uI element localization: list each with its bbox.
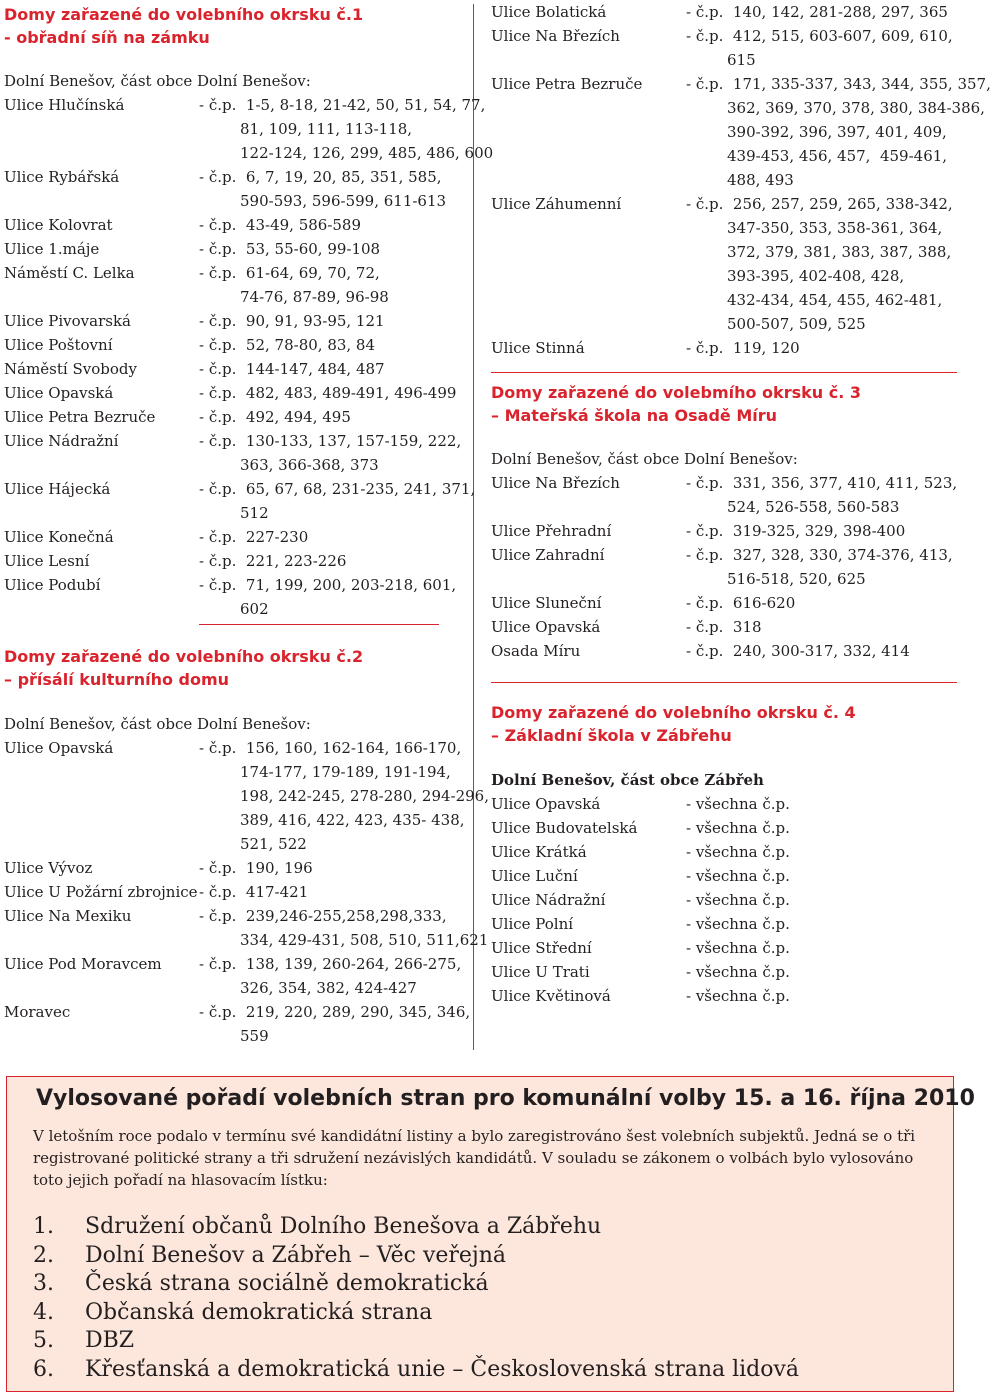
- street-name: Ulice Lesní: [4, 552, 90, 570]
- house-numbers-line: - všechna č.p.: [686, 891, 790, 909]
- street-row: [491, 543, 960, 591]
- street-row: [491, 519, 960, 543]
- street-row: [4, 429, 466, 477]
- house-numbers-line: 362, 369, 370, 378, 380, 384-386,: [727, 99, 985, 117]
- party-order-intro: V letošním roce podalo v termínu své kandidátní listiny a bylo zaregistrováno šest volebních subjektů. Jedná se o tři registrované politické strany a tři sdružení nezávislých kandidátů. V souladu se zákonem o volbách bylo vylosováno toto jejich pořadí na hlasovacím lístku:: [33, 1127, 916, 1189]
- street-name: Ulice Pod Moravcem: [4, 955, 162, 973]
- street-row: [4, 309, 466, 333]
- street-row: [491, 960, 960, 984]
- street-row: [491, 72, 991, 192]
- house-numbers-line: - č.p. 171, 335-337, 343, 344, 355, 357,: [686, 75, 991, 93]
- street-row: [491, 336, 960, 360]
- district-3-streets: [491, 471, 960, 663]
- district-4-title: Domy zařazené do volebního okrsku č. 4 – Základní škola v Zábřehu: [491, 703, 856, 745]
- house-numbers-line: 500-507, 509, 525: [727, 315, 866, 333]
- street-name: Ulice Poštovní: [4, 336, 113, 354]
- house-numbers-line: - č.p. 239,246-255,258,298,333,: [199, 907, 447, 925]
- street-name: Ulice Rybářská: [4, 168, 120, 186]
- street-name: Ulice Luční: [491, 867, 578, 885]
- district-3-title: Domy zařazené do volebmího okrsku č. 3 – Mateřská škola na Osadě Míru: [491, 383, 861, 425]
- party-item: [33, 1213, 799, 1242]
- street-name: Ulice U Trati: [491, 963, 590, 981]
- house-numbers: [686, 888, 960, 912]
- party-number: 6.: [33, 1356, 54, 1382]
- house-numbers: [686, 24, 960, 72]
- house-numbers-line: - č.p. 482, 483, 489-491, 496-499: [199, 384, 457, 402]
- house-numbers-line: 590-593, 596-599, 611-613: [240, 192, 447, 210]
- house-numbers-line: - č.p. 616-620: [686, 594, 796, 612]
- house-numbers-line: - č.p. 219, 220, 289, 290, 345, 346,: [199, 1003, 471, 1021]
- house-numbers-line: - všechna č.p.: [686, 939, 790, 957]
- house-numbers: [199, 1000, 470, 1048]
- party-name: DBZ: [85, 1328, 135, 1354]
- party-name: Česká strana sociálně demokratická: [85, 1271, 489, 1297]
- house-numbers-line: - všechna č.p.: [686, 915, 790, 933]
- house-numbers-line: 521, 522: [240, 835, 307, 853]
- house-numbers: [199, 904, 488, 952]
- street-row: [4, 525, 466, 549]
- street-name: Ulice Konečná: [4, 528, 114, 546]
- house-numbers: [199, 952, 466, 1000]
- house-numbers-line: - č.p. 221, 223-226: [199, 552, 347, 570]
- house-numbers-line: - č.p. 53, 55-60, 99-108: [199, 240, 381, 258]
- street-name: Moravec: [4, 1003, 71, 1021]
- house-numbers-line: - č.p. 492, 494, 495: [199, 408, 351, 426]
- district-1-streets: [4, 93, 494, 621]
- house-numbers-line: 122-124, 126, 299, 485, 486, 600: [240, 144, 494, 162]
- party-name: Křesťanská a demokratická unie – Československá strana lidová: [85, 1356, 800, 1382]
- street-row: [491, 864, 960, 888]
- house-numbers-line: 174-177, 179-189, 191-194,: [240, 763, 451, 781]
- street-name: Ulice Záhumenní: [491, 195, 622, 213]
- street-name: Ulice Květinová: [491, 987, 611, 1005]
- party-number: 5.: [33, 1328, 54, 1354]
- district-3-area: Dolní Benešov, část obce Dolní Benešov:: [491, 450, 798, 468]
- street-row: [4, 573, 466, 621]
- house-numbers-line: - č.p. 52, 78-80, 83, 84: [199, 336, 376, 354]
- street-row: [491, 936, 960, 960]
- house-numbers-line: - všechna č.p.: [686, 987, 790, 1005]
- street-row: [491, 591, 960, 615]
- party-item: [33, 1327, 799, 1356]
- house-numbers-line: - č.p. 256, 257, 259, 265, 338-342,: [686, 195, 953, 213]
- district-2-area: Dolní Benešov, část obce Dolní Benešov:: [4, 715, 311, 733]
- house-numbers: [686, 519, 960, 543]
- party-item: [33, 1299, 799, 1328]
- house-numbers-line: 512: [240, 504, 269, 522]
- party-number: 2.: [33, 1242, 54, 1268]
- street-name: Ulice Stinná: [491, 339, 585, 357]
- street-name: Ulice Nádražní: [4, 432, 119, 450]
- street-row: [4, 357, 466, 381]
- street-row: [4, 261, 466, 309]
- party-list: [33, 1213, 799, 1385]
- house-numbers-line: 389, 416, 422, 423, 435- 438,: [240, 811, 465, 829]
- house-numbers-line: - č.p. 119, 120: [686, 339, 800, 357]
- street-row: [4, 1000, 471, 1048]
- party-name: Dolní Benešov a Zábřeh – Věc veřejná: [85, 1242, 507, 1268]
- house-numbers: [199, 856, 466, 880]
- left-column: [4, 0, 494, 1048]
- house-numbers-line: - č.p. 65, 67, 68, 231-235, 241, 371,: [199, 480, 476, 498]
- party-number: 1.: [33, 1214, 54, 1239]
- house-numbers-line: 393-395, 402-408, 428,: [727, 267, 905, 285]
- house-numbers-line: - č.p. 190, 196: [199, 859, 313, 877]
- house-numbers: [199, 357, 466, 381]
- house-numbers-line: 488, 493: [727, 171, 794, 189]
- street-name: Ulice Hájecká: [4, 480, 111, 498]
- street-row: [491, 192, 960, 336]
- street-row: [491, 471, 960, 519]
- house-numbers-line: - č.p. 130-133, 137, 157-159, 222,: [199, 432, 462, 450]
- party-name: Sdružení občanů Dolního Benešova a Zábřehu: [85, 1214, 602, 1239]
- house-numbers-line: 390-392, 396, 397, 401, 409,: [727, 123, 947, 141]
- house-numbers-line: 81, 109, 111, 113-118,: [240, 120, 413, 138]
- street-name: Ulice Petra Bezruče: [491, 75, 643, 93]
- street-name: Ulice Budovatelská: [491, 819, 638, 837]
- house-numbers-line: - č.p. 43-49, 586-589: [199, 216, 362, 234]
- street-name: Ulice Vývoz: [4, 859, 93, 877]
- house-numbers-line: 326, 354, 382, 424-427: [240, 979, 417, 997]
- house-numbers-line: - č.p. 227-230: [199, 528, 309, 546]
- house-numbers: [686, 615, 960, 639]
- house-numbers: [199, 93, 493, 165]
- street-name: Náměstí C. Lelka: [4, 264, 135, 282]
- street-row: [4, 237, 466, 261]
- street-name: Ulice Na Mexiku: [4, 907, 132, 925]
- street-name: Ulice Petra Bezruče: [4, 408, 156, 426]
- street-row: [491, 816, 960, 840]
- street-name: Ulice Podubí: [4, 576, 101, 594]
- house-numbers-line: - všechna č.p.: [686, 795, 790, 813]
- house-numbers-line: 524, 526-558, 560-583: [727, 498, 900, 516]
- house-numbers-line: 334, 429-431, 508, 510, 511,621: [240, 931, 489, 949]
- party-order-box: [6, 1076, 975, 1392]
- house-numbers-line: 432-434, 454, 455, 462-481,: [727, 291, 943, 309]
- house-numbers-line: - č.p. 1-5, 8-18, 21-42, 50, 51, 54, 77,: [199, 96, 486, 114]
- street-row: [4, 880, 466, 904]
- street-name: Ulice Sluneční: [491, 594, 602, 612]
- street-row: [491, 840, 960, 864]
- street-row: [4, 381, 466, 405]
- house-numbers-line: - č.p. 417-421: [199, 883, 309, 901]
- district-4-streets: [491, 792, 960, 1008]
- party-item: [33, 1270, 799, 1299]
- house-numbers-line: - č.p. 331, 356, 377, 410, 411, 523,: [686, 474, 958, 492]
- house-numbers-line: 615: [727, 51, 756, 69]
- street-row: [4, 213, 466, 237]
- party-name: Občanská demokratická strana: [85, 1299, 433, 1325]
- street-name: Ulice 1.máje: [4, 240, 100, 258]
- house-numbers: [686, 591, 960, 615]
- street-row: [491, 792, 960, 816]
- house-numbers-line: 74-76, 87-89, 96-98: [240, 288, 389, 306]
- house-numbers-line: 439-453, 456, 457, 459-461,: [727, 147, 948, 165]
- house-numbers: [686, 0, 960, 24]
- house-numbers: [199, 213, 466, 237]
- street-name: Ulice U Požární zbrojnice: [4, 883, 198, 901]
- house-numbers-line: - č.p. 327, 328, 330, 374-376, 413,: [686, 546, 953, 564]
- street-row: [4, 736, 489, 856]
- house-numbers: [686, 471, 960, 519]
- house-numbers-line: 198, 242-245, 278-280, 294-296,: [240, 787, 489, 805]
- street-name: Ulice Na Březích: [491, 474, 620, 492]
- district-1-streets-cont: [491, 0, 991, 360]
- district-4-area: Dolní Benešov, část obce Zábřeh: [491, 771, 764, 789]
- house-numbers: [199, 261, 466, 309]
- house-numbers-line: - č.p. 318: [686, 618, 762, 636]
- house-numbers-line: - č.p. 240, 300-317, 332, 414: [686, 642, 910, 660]
- street-row: [4, 405, 466, 429]
- street-row: [4, 165, 466, 213]
- house-numbers: [199, 880, 466, 904]
- street-name: Ulice Střední: [491, 939, 592, 957]
- street-name: Ulice Hlučínská: [4, 96, 125, 114]
- house-numbers: [199, 405, 466, 429]
- house-numbers: [686, 912, 960, 936]
- party-number: 3.: [33, 1271, 54, 1297]
- street-name: Ulice Opavská: [491, 795, 601, 813]
- street-row: [4, 477, 476, 525]
- house-numbers-line: - č.p. 90, 91, 93-95, 121: [199, 312, 385, 330]
- street-name: Osada Míru: [491, 642, 581, 660]
- street-name: Náměstí Svobody: [4, 360, 137, 378]
- party-number: 4.: [33, 1299, 54, 1325]
- house-numbers-line: 559: [240, 1027, 269, 1045]
- house-numbers: [686, 960, 960, 984]
- house-numbers-line: - všechna č.p.: [686, 843, 790, 861]
- street-name: Ulice Zahradní: [491, 546, 605, 564]
- house-numbers-line: - č.p. 138, 139, 260-264, 266-275,: [199, 955, 462, 973]
- house-numbers: [199, 736, 489, 856]
- street-name: Ulice Nádražní: [491, 891, 606, 909]
- street-name: Ulice Bolatická: [491, 3, 607, 21]
- house-numbers: [199, 573, 466, 621]
- street-name: Ulice Kolovrat: [4, 216, 113, 234]
- house-numbers-line: - č.p. 412, 515, 603-607, 609, 610,: [686, 27, 953, 45]
- street-name: Ulice Polní: [491, 915, 574, 933]
- street-name: Ulice Opavská: [4, 384, 114, 402]
- party-order-title: Vylosované pořadí volebních stran pro komunální volby 15. a 16. října 2010: [36, 1086, 975, 1111]
- house-numbers-line: 363, 366-368, 373: [240, 456, 379, 474]
- house-numbers: [686, 72, 991, 192]
- street-name: Ulice Opavská: [4, 739, 114, 757]
- house-numbers: [686, 336, 960, 360]
- house-numbers: [686, 840, 960, 864]
- house-numbers: [199, 549, 466, 573]
- street-row: [491, 24, 960, 72]
- house-numbers-line: - č.p. 71, 199, 200, 203-218, 601,: [199, 576, 457, 594]
- street-name: Ulice Na Březích: [491, 27, 620, 45]
- house-numbers: [686, 639, 960, 663]
- house-numbers-line: 347-350, 353, 358-361, 364,: [727, 219, 943, 237]
- house-numbers: [199, 429, 466, 477]
- street-row: [491, 912, 960, 936]
- street-row: [4, 952, 466, 1000]
- street-row: [4, 93, 494, 165]
- house-numbers: [686, 792, 960, 816]
- street-row: [491, 0, 960, 24]
- house-numbers-line: 372, 379, 381, 383, 387, 388,: [727, 243, 952, 261]
- house-numbers: [686, 936, 960, 960]
- street-row: [4, 549, 466, 573]
- house-numbers-line: - č.p. 319-325, 329, 398-400: [686, 522, 906, 540]
- district-1-area: Dolní Benešov, část obce Dolní Benešov:: [4, 72, 311, 90]
- house-numbers: [199, 309, 466, 333]
- house-numbers: [199, 333, 466, 357]
- district-2-streets: [4, 736, 489, 1048]
- street-name: Ulice Opavská: [491, 618, 601, 636]
- house-numbers: [686, 192, 960, 336]
- house-numbers: [686, 864, 960, 888]
- house-numbers: [686, 543, 960, 591]
- house-numbers-line: - č.p. 140, 142, 281-288, 297, 365: [686, 3, 948, 21]
- house-numbers: [199, 525, 466, 549]
- street-row: [491, 984, 960, 1008]
- house-numbers-line: - č.p. 61-64, 69, 70, 72,: [199, 264, 380, 282]
- street-row: [4, 856, 466, 880]
- house-numbers-line: - všechna č.p.: [686, 819, 790, 837]
- house-numbers-line: - č.p. 144-147, 484, 487: [199, 360, 385, 378]
- party-item: [33, 1242, 799, 1271]
- house-numbers: [686, 816, 960, 840]
- house-numbers-line: 602: [240, 600, 269, 618]
- party-item: [33, 1356, 799, 1385]
- street-row: [4, 333, 466, 357]
- street-row: [491, 615, 960, 639]
- street-name: Ulice Pivovarská: [4, 312, 131, 330]
- district-1-title: Domy zařazené do volebního okrsku č.1 - obřadní síň na zámku: [4, 5, 364, 47]
- house-numbers: [686, 984, 960, 1008]
- house-numbers: [199, 165, 466, 213]
- house-numbers: [199, 381, 466, 405]
- street-row: [4, 904, 489, 952]
- house-numbers-line: - všechna č.p.: [686, 867, 790, 885]
- street-name: Ulice Přehradní: [491, 522, 612, 540]
- street-row: [491, 888, 960, 912]
- right-column: [491, 0, 991, 1008]
- house-numbers: [199, 237, 466, 261]
- house-numbers-line: - č.p. 156, 160, 162-164, 166-170,: [199, 739, 462, 757]
- street-name: Ulice Krátká: [491, 843, 587, 861]
- street-row: [491, 639, 960, 663]
- district-2-title: Domy zařazené do volebního okrsku č.2 – přísálí kulturního domu: [4, 647, 364, 689]
- house-numbers-line: 516-518, 520, 625: [727, 570, 866, 588]
- house-numbers-line: - všechna č.p.: [686, 963, 790, 981]
- house-numbers: [199, 477, 475, 525]
- house-numbers-line: - č.p. 6, 7, 19, 20, 85, 351, 585,: [199, 168, 442, 186]
